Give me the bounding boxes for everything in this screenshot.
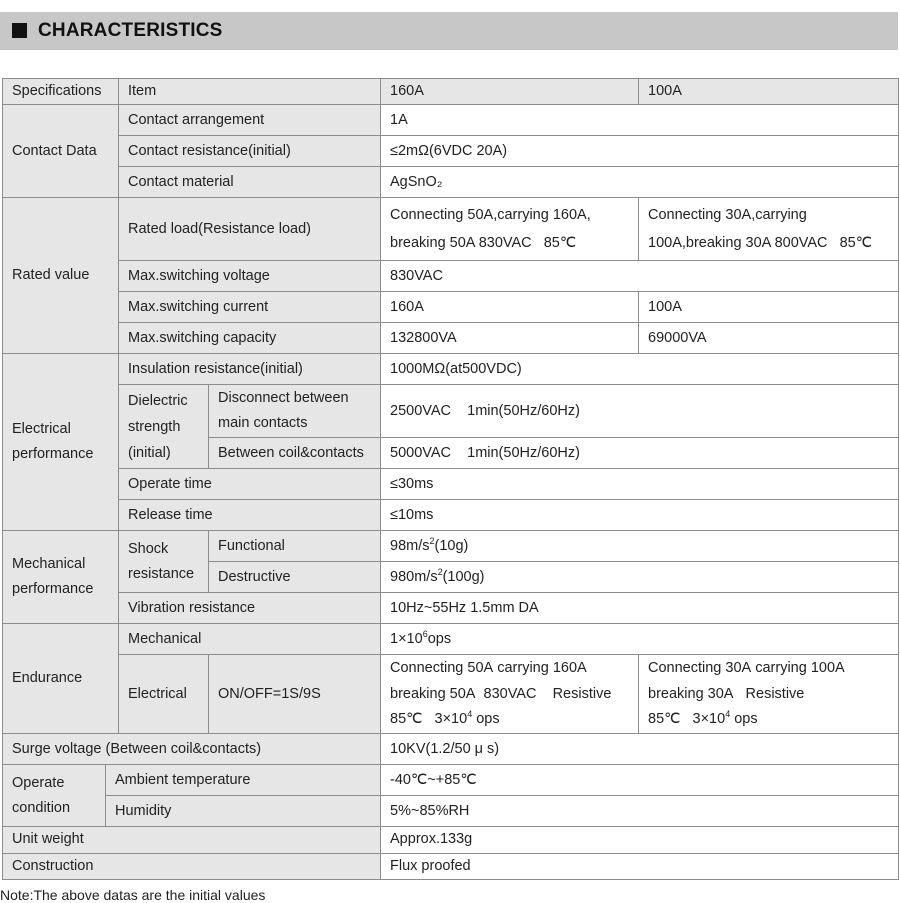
contact-arrangement-value: 1A xyxy=(381,105,899,136)
switching-voltage-value: 830VAC xyxy=(381,261,899,292)
destructive-value xyxy=(381,562,899,593)
header-100a: 100A xyxy=(639,79,899,105)
table-row xyxy=(3,136,899,167)
group-mechanical-performance xyxy=(3,531,119,624)
endurance-mechanical-value xyxy=(381,624,899,655)
group-electrical-line2: performance xyxy=(12,446,94,463)
group-operate-line1: Operate xyxy=(12,774,65,791)
header-160a: 160A xyxy=(381,79,639,105)
destructive-value-exponent: 2 xyxy=(437,566,443,577)
group-electrical-performance xyxy=(3,354,119,531)
table-row xyxy=(3,853,899,879)
switching-capacity-160a: 132800VA xyxy=(381,323,639,354)
rated-load-100a xyxy=(639,198,899,261)
functional-value-base: 98m/s xyxy=(390,537,430,554)
dielectric-line2: strength xyxy=(128,418,181,435)
vibration-resistance-label: Vibration resistance xyxy=(119,593,381,624)
rated-load-100a-line1: Connecting 30A,carrying xyxy=(648,207,807,224)
ambient-temperature-label: Ambient temperature xyxy=(106,765,381,796)
unit-weight-label: Unit weight xyxy=(3,827,381,853)
table-row xyxy=(3,354,899,385)
construction-value: Flux proofed xyxy=(381,853,899,879)
table-row xyxy=(3,261,899,292)
destructive-value-base: 980m/s xyxy=(390,568,438,585)
disconnect-line2: main contacts xyxy=(218,415,308,432)
header-item: Item xyxy=(119,79,381,105)
unit-weight-value: Approx.133g xyxy=(381,827,899,853)
table-row xyxy=(3,531,899,562)
vibration-resistance-value: 10Hz~55Hz 1.5mm DA xyxy=(381,593,899,624)
group-mechanical-line2: performance xyxy=(12,581,94,598)
header-specifications: Specifications xyxy=(3,79,119,105)
endurance-mechanical-exponent: 6 xyxy=(422,628,428,639)
disconnect-main-contacts-value: 2500VAC 1min(50Hz/60Hz) xyxy=(381,385,899,438)
endurance-electrical-cycle: ON/OFF=1S/9S xyxy=(209,655,381,734)
endurance-160a-line3-suffix: ops xyxy=(472,711,500,728)
endurance-100a-line3-suffix: ops xyxy=(730,711,758,728)
table-row xyxy=(3,385,899,438)
endurance-100a-line3 xyxy=(648,707,889,732)
characteristics-table xyxy=(2,78,899,880)
switching-current-label: Max.switching current xyxy=(119,292,381,323)
group-rated-value: Rated value xyxy=(3,198,119,354)
endurance-160a-line3-base: 85℃ 3×10 xyxy=(390,711,468,728)
endurance-100a-line1: Connecting 30A carrying 100A xyxy=(648,660,845,677)
endurance-mechanical-suffix: ops xyxy=(427,630,452,647)
rated-load-label: Rated load(Resistance load) xyxy=(119,198,381,261)
table-row xyxy=(3,827,899,853)
contact-material-label: Contact material xyxy=(119,167,381,198)
surge-voltage-value: 10KV(1.2/50 μ s) xyxy=(381,734,899,765)
functional-value-exponent: 2 xyxy=(429,535,435,546)
dielectric-line1: Dielectric xyxy=(128,392,188,409)
dielectric-line3: (initial) xyxy=(128,444,171,461)
table-row xyxy=(3,500,899,531)
humidity-value: 5%~85%RH xyxy=(381,796,899,827)
insulation-resistance-value: 1000MΩ(at500VDC) xyxy=(381,354,899,385)
table-row xyxy=(3,655,899,734)
group-mechanical-line1: Mechanical xyxy=(12,556,86,572)
square-bullet-icon xyxy=(12,23,27,38)
table-row xyxy=(3,323,899,354)
table-row xyxy=(3,734,899,765)
switching-voltage-label: Max.switching voltage xyxy=(119,261,381,292)
insulation-resistance-label: Insulation resistance(initial) xyxy=(119,354,381,385)
destructive-value-suffix: (100g) xyxy=(442,568,485,585)
table-row xyxy=(3,624,899,655)
contact-arrangement-label: Contact arrangement xyxy=(119,105,381,136)
table-row xyxy=(3,796,899,827)
endurance-electrical-100a xyxy=(639,655,899,734)
section-title: CHARACTERISTICS xyxy=(38,20,223,41)
group-operate-line2: condition xyxy=(12,799,71,816)
endurance-160a-line1: Connecting 50A carrying 160A xyxy=(390,660,587,677)
table-row xyxy=(3,593,899,624)
endurance-mechanical-label: Mechanical xyxy=(119,624,381,655)
shock-resistance-label xyxy=(119,531,209,593)
endurance-160a-exponent: 4 xyxy=(467,709,473,720)
release-time-value: ≤10ms xyxy=(381,500,899,531)
table-row xyxy=(3,167,899,198)
endurance-100a-exponent: 4 xyxy=(725,709,731,720)
shock-line1: Shock xyxy=(128,540,169,557)
contact-resistance-value: ≤2mΩ(6VDC 20A) xyxy=(381,136,899,167)
functional-value xyxy=(381,531,899,562)
table-row xyxy=(3,765,899,796)
surge-voltage-label: Surge voltage (Between coil&contacts) xyxy=(3,734,381,765)
endurance-electrical-label: Electrical xyxy=(119,655,209,734)
coil-contacts-label: Between coil&contacts xyxy=(209,438,381,469)
rated-load-160a-line1: Connecting 50A,carrying 160A, xyxy=(390,207,591,224)
contact-material-value: AgSnO₂ xyxy=(381,167,899,198)
disconnect-line1: Disconnect between xyxy=(218,390,349,406)
ambient-temperature-value: -40℃~+85℃ xyxy=(381,765,899,796)
release-time-label: Release time xyxy=(119,500,381,531)
functional-label: Functional xyxy=(209,531,381,562)
switching-capacity-100a: 69000VA xyxy=(639,323,899,354)
endurance-mechanical-base: 1×10 xyxy=(390,630,423,647)
table-row xyxy=(3,292,899,323)
endurance-160a-line3 xyxy=(390,707,629,732)
shock-line2: resistance xyxy=(128,565,195,582)
humidity-label: Humidity xyxy=(106,796,381,827)
table-header-row xyxy=(3,79,899,105)
rated-load-100a-line2: 100A,breaking 30A 800VAC 85℃ xyxy=(648,235,873,252)
switching-current-160a: 160A xyxy=(381,292,639,323)
group-endurance: Endurance xyxy=(3,624,119,734)
switching-current-100a: 100A xyxy=(639,292,899,323)
section-header xyxy=(0,12,898,50)
rated-load-160a xyxy=(381,198,639,261)
construction-label: Construction xyxy=(3,853,381,879)
endurance-electrical-160a xyxy=(381,655,639,734)
rated-load-160a-line2: breaking 50A 830VAC 85℃ xyxy=(390,235,577,252)
endurance-100a-line2: breaking 30A Resistive xyxy=(648,685,805,702)
table-row xyxy=(3,105,899,136)
switching-capacity-label: Max.switching capacity xyxy=(119,323,381,354)
functional-value-suffix: (10g) xyxy=(434,537,469,554)
group-operate-condition xyxy=(3,765,106,827)
group-electrical-line1: Electrical xyxy=(12,421,71,437)
table-row xyxy=(3,198,899,261)
endurance-160a-line2: breaking 50A 830VAC Resistive xyxy=(390,685,612,702)
disconnect-main-contacts-label xyxy=(209,385,381,438)
destructive-label: Destructive xyxy=(209,562,381,593)
footnote: Note:The above datas are the initial values xyxy=(0,887,266,903)
dielectric-strength-label xyxy=(119,385,209,469)
operate-time-value: ≤30ms xyxy=(381,469,899,500)
table-row xyxy=(3,469,899,500)
coil-contacts-value: 5000VAC 1min(50Hz/60Hz) xyxy=(381,438,899,469)
contact-resistance-label: Contact resistance(initial) xyxy=(119,136,381,167)
endurance-100a-line3-base: 85℃ 3×10 xyxy=(648,711,726,728)
operate-time-label: Operate time xyxy=(119,469,381,500)
group-contact-data: Contact Data xyxy=(3,105,119,198)
